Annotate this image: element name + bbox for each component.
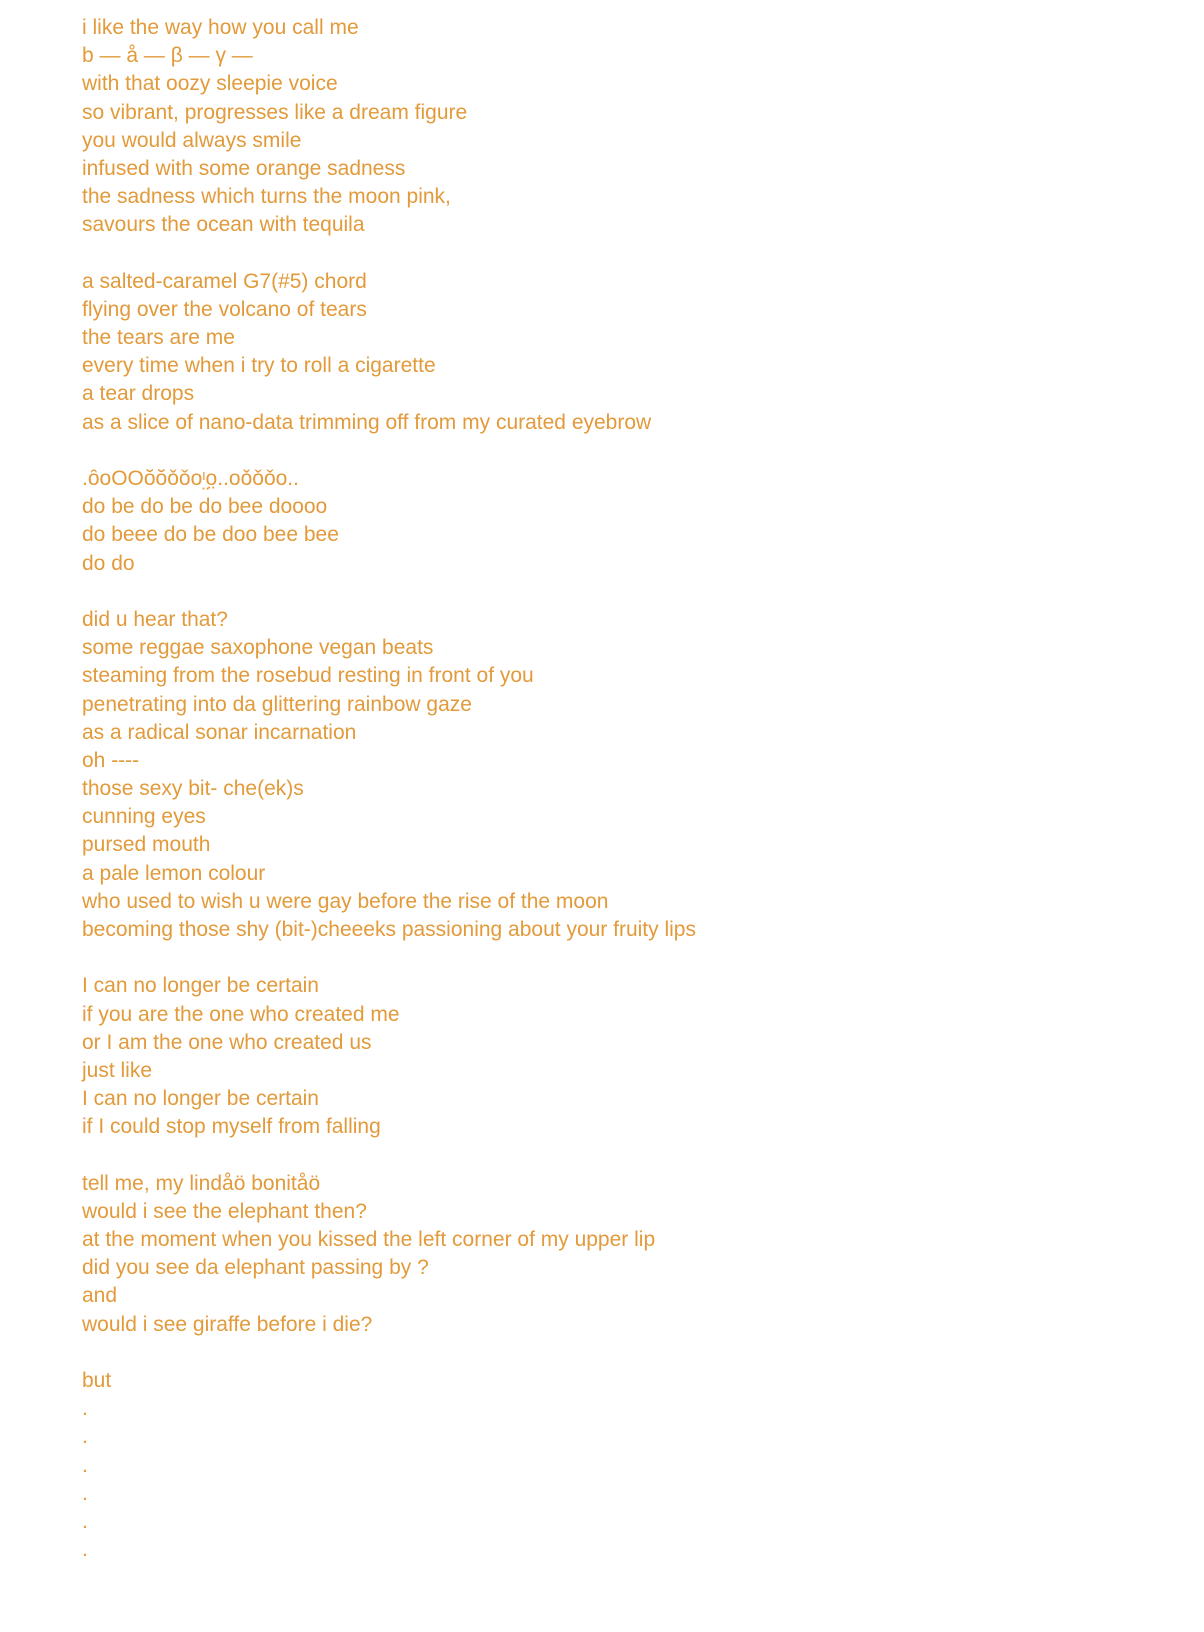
poem-stanza — [82, 606, 1162, 944]
poem-line: I can no longer be certain — [82, 974, 319, 998]
poem-line: do be do be do bee doooo — [82, 495, 328, 519]
poem-line: becoming those shy (bit-)cheeeks passioning about your fruity lips — [82, 918, 696, 941]
poem-line: I can no longer be certain — [82, 1087, 319, 1111]
poem-line: or I am the one who created us — [82, 1030, 372, 1054]
poem-line: tell me, my lindåö bonitåö — [82, 1171, 321, 1195]
poem-stanza — [82, 972, 1162, 1141]
poem-line: the sadness which turns the moon pink, — [82, 185, 451, 209]
poem-line: b — å — β — γ — — [82, 44, 253, 68]
poem-line: i like the way how you call me — [82, 16, 359, 39]
poem-line: a pale lemon colour — [82, 861, 266, 885]
poem-line: who used to wish u were gay before the rise of the moon — [82, 889, 609, 913]
poem-line: the tears are me — [82, 326, 235, 350]
poem-stanza — [82, 465, 1162, 578]
poem-line: infused with some orange sadness — [82, 156, 406, 180]
poem-line: a tear drops — [82, 382, 195, 406]
poem-line: a salted-caramel G7(#5) chord — [82, 269, 367, 293]
poem-line: would i see the elephant then? — [82, 1199, 367, 1223]
poem-line: but — [82, 1369, 112, 1392]
poem-line: penetrating into da glittering rainbow gaze — [82, 692, 472, 716]
poem-stanza — [82, 14, 1162, 240]
poem-line: . — [82, 1397, 88, 1421]
poem-line: savours the ocean with tequila — [82, 213, 365, 237]
poem-line: with that oozy sleepie voice — [82, 72, 338, 96]
poem-line: would i see giraffe before i die? — [82, 1312, 373, 1336]
poem-line: . — [82, 1509, 88, 1533]
poem-line: those sexy bit- che(ek)s — [82, 777, 304, 801]
poem-stanza — [82, 1367, 1162, 1564]
poem-line: you would always smile — [82, 128, 302, 152]
poem-line: so vibrant, progresses like a dream figure — [82, 100, 468, 124]
poem-line: . — [82, 1425, 88, 1449]
poem-line: some reggae saxophone vegan beats — [82, 636, 434, 660]
poem-line: . — [82, 1453, 88, 1477]
poem-line: do beee do be doo bee bee — [82, 523, 339, 547]
poem-line: pursed mouth — [82, 833, 211, 857]
poem-line: if I could stop myself from falling — [82, 1115, 381, 1139]
poem-line: at the moment when you kissed the left corner of my upper lip — [82, 1228, 656, 1252]
poem-line: cunning eyes — [82, 805, 206, 829]
poem-line: .ȏoOOŏŏǒǒoᶦ̤o̤..oǒǒǒo.. — [82, 467, 299, 490]
poem-line: . — [82, 1538, 88, 1562]
poem-line: every time when i try to roll a cigarette — [82, 354, 436, 378]
poem-line: oh ---- — [82, 748, 140, 772]
poem-line: if you are the one who created me — [82, 1002, 400, 1026]
poem-line: flying over the volcano of tears — [82, 297, 367, 321]
poem-line: as a radical sonar incarnation — [82, 720, 357, 744]
poem-body — [82, 14, 1162, 1593]
poem-line: did u hear that? — [82, 607, 228, 631]
poem-line: as a slice of nano-data trimming off from my curated eyebrow — [82, 410, 652, 434]
poem-line: . — [82, 1481, 88, 1505]
poem-line: steaming from the rosebud resting in front of you — [82, 664, 534, 688]
poem-stanza — [82, 268, 1162, 437]
poem-stanza — [82, 1170, 1162, 1339]
poem-line: did you see da elephant passing by ? — [82, 1256, 429, 1280]
poem-line: and — [82, 1284, 118, 1308]
poem-line: just like — [82, 1058, 153, 1082]
poem-line: do do — [82, 551, 135, 575]
